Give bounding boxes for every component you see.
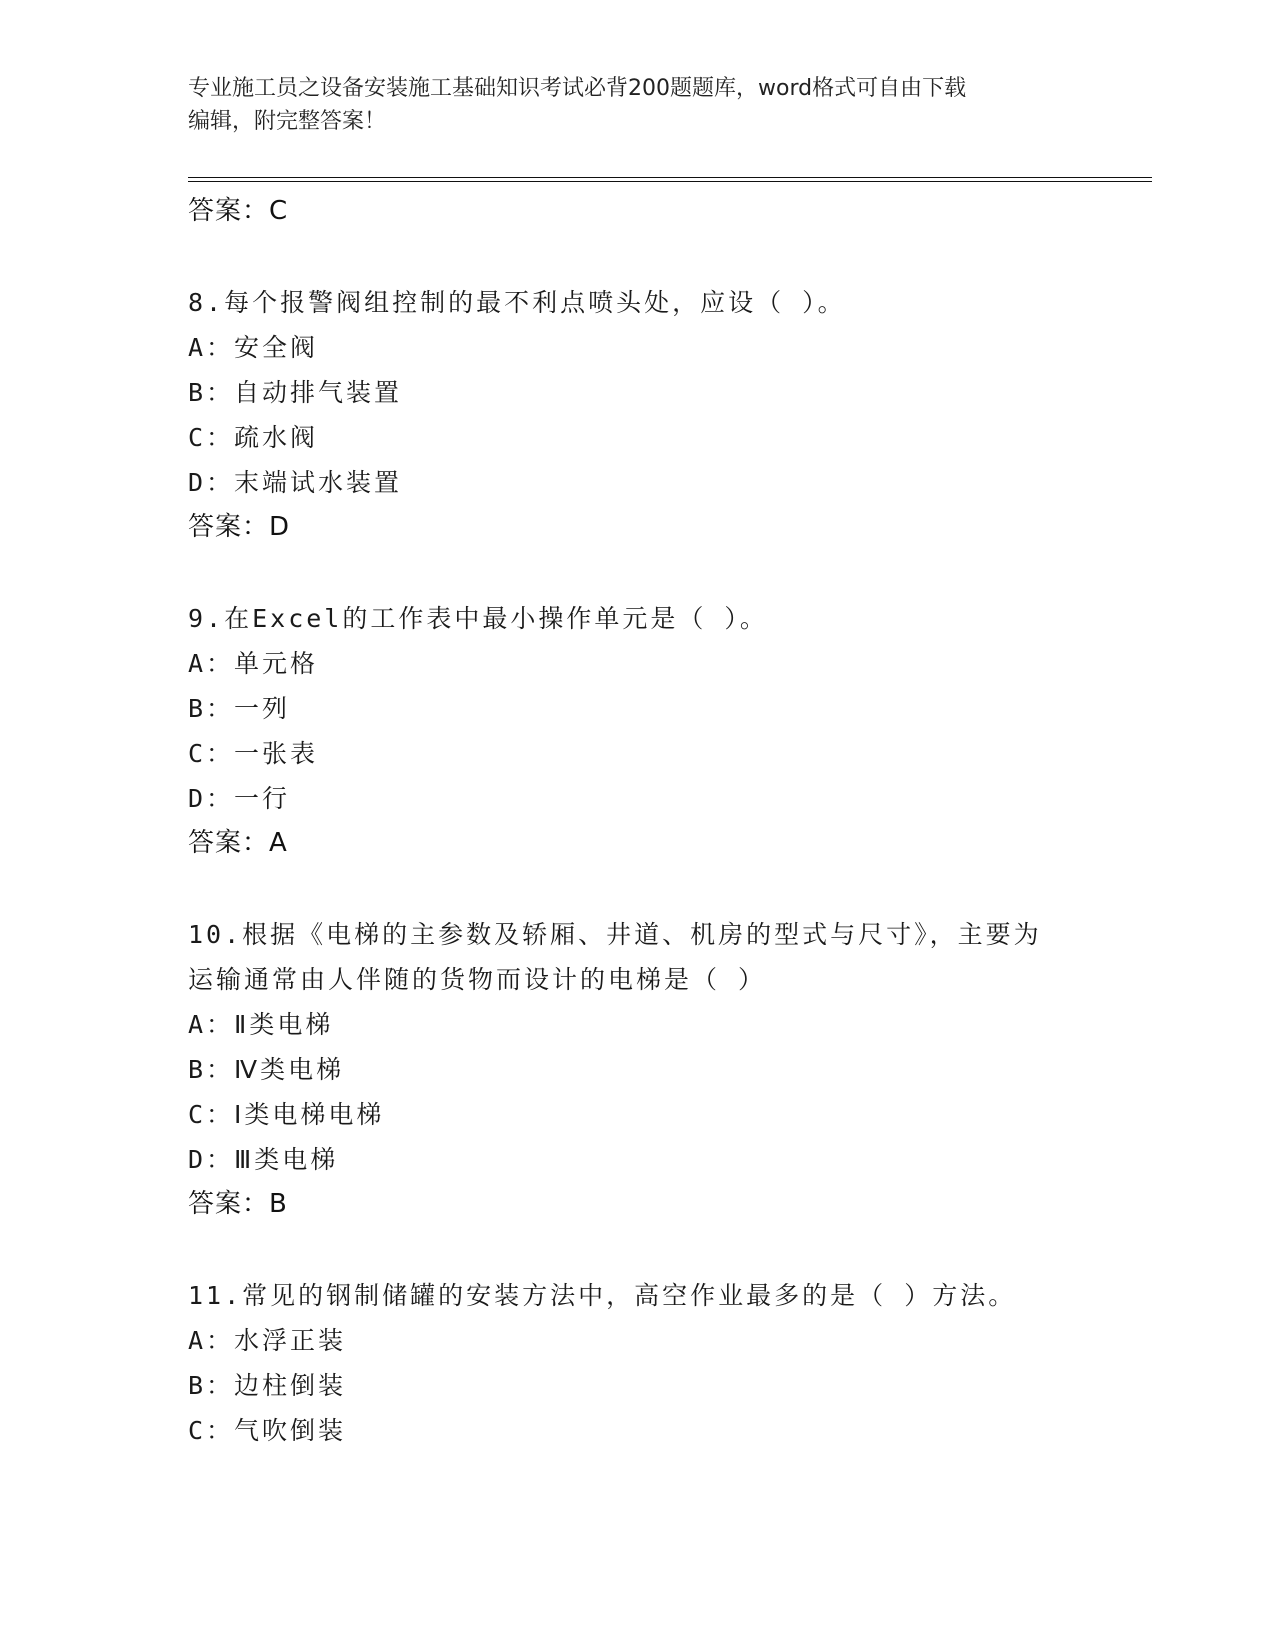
question-stem: 8.每个报警阀组控制的最不利点喷头处，应设（ ）。	[188, 288, 846, 317]
option-d: D：一行	[188, 784, 291, 813]
option-d: D：末端试水装置	[188, 468, 403, 497]
question-10	[188, 912, 1148, 1227]
option-a: A：Ⅱ类电梯	[188, 1010, 334, 1039]
option-b: B：自动排气装置	[188, 378, 403, 407]
question-11	[188, 1273, 1148, 1453]
header-double-rule	[188, 177, 1152, 182]
option-c: C：气吹倒装	[188, 1416, 347, 1445]
question-answer: 答案：D	[188, 512, 291, 542]
option-c: C：疏水阀	[188, 423, 319, 452]
header-line-1: 专业施工员之设备安装施工基础知识考试必背200题题库，word格式可自由下载	[188, 76, 967, 101]
option-a: A：安全阀	[188, 333, 319, 362]
question-answer: 答案：B	[188, 1189, 288, 1219]
question-stem: 9.在Excel的工作表中最小操作单元是（ ）。	[188, 604, 768, 633]
question-9	[188, 596, 1148, 866]
option-b: B：Ⅳ类电梯	[188, 1055, 345, 1084]
question-8	[188, 280, 1148, 550]
document-body	[188, 189, 1148, 1453]
question-answer: 答案：A	[188, 828, 288, 858]
option-a: A：水浮正装	[188, 1326, 347, 1355]
document-header	[188, 72, 1088, 138]
previous-question-answer: 答案：C	[188, 196, 289, 226]
question-stem: 11.常见的钢制储罐的安装方法中，高空作业最多的是（ ）方法。	[188, 1281, 1017, 1310]
option-b: B：边柱倒装	[188, 1371, 347, 1400]
header-line-2: 编辑，附完整答案！	[188, 109, 387, 134]
option-b: B：一列	[188, 694, 291, 723]
option-c: C：一张表	[188, 739, 319, 768]
option-a: A：单元格	[188, 649, 319, 678]
question-stem-line-1: 10.根据《电梯的主参数及轿厢、井道、机房的型式与尺寸》，主要为	[188, 920, 1042, 949]
option-c: C：Ⅰ类电梯电梯	[188, 1100, 385, 1129]
question-stem-line-2: 运输通常由人伴随的货物而设计的电梯是（ ）	[188, 965, 767, 994]
option-d: D：Ⅲ类电梯	[188, 1145, 339, 1174]
